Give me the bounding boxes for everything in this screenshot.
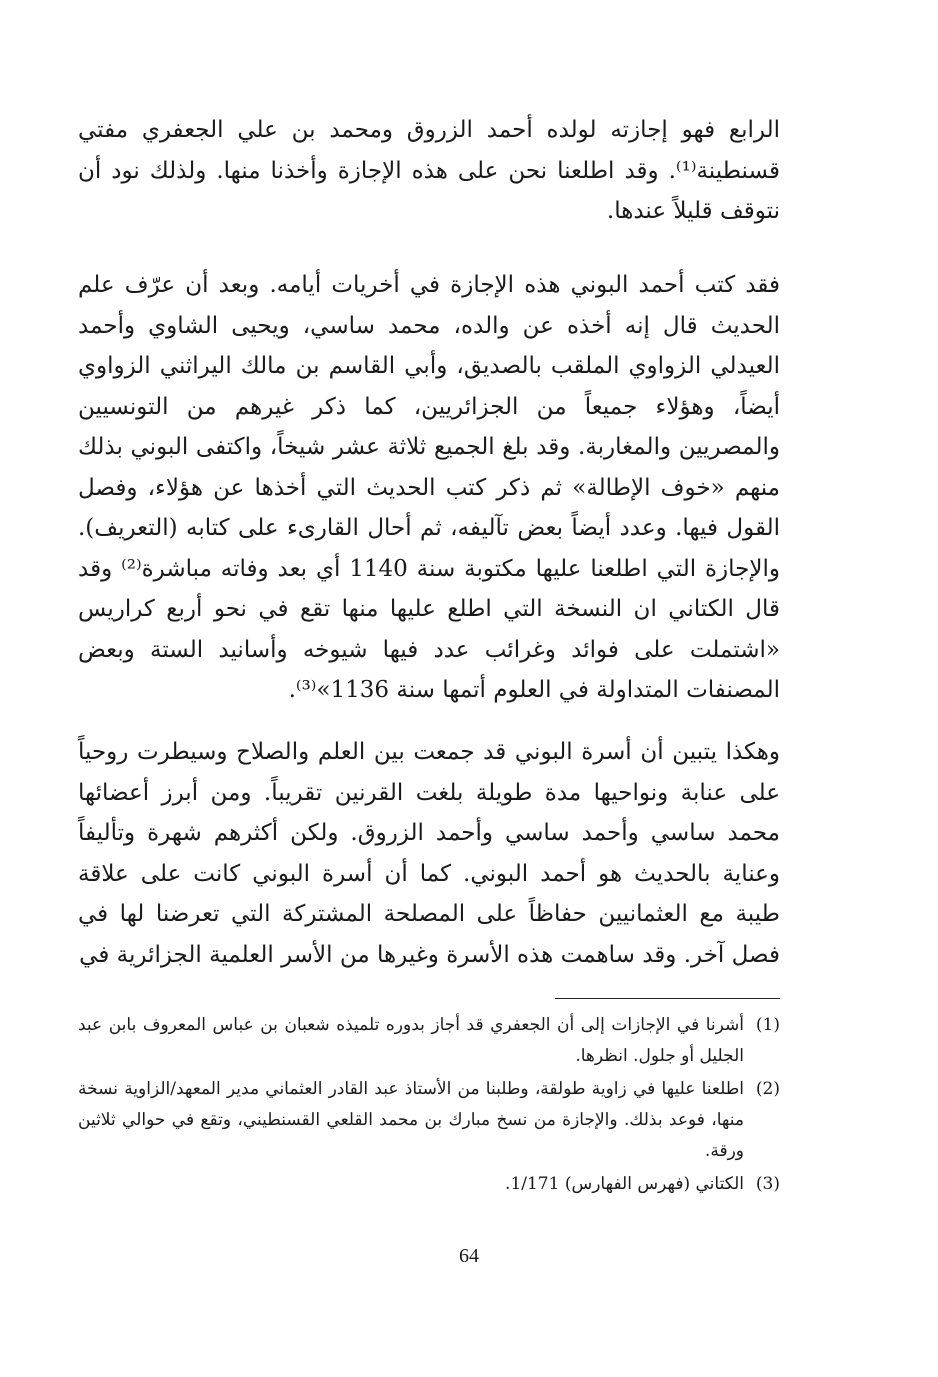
footnote-text: أشرنا في الإجازات إلى أن الجعفري قد أجاز بدوره تلميذه شعبان بن عباس المعروف بابن عبد الجليل أو جلول. انظرها. [78,1015,744,1066]
footnotes-list [78,1010,780,1202]
page-number: 64 [459,1245,479,1267]
body-paragraph-3: وهكذا يتبين أن أسرة البوني قد جمعت بين العلم والصلاح وسيطرت روحياً على عنابة ونواحيها مدة طويلة بلغت القرنين تقريباً. ومن أبرز أعضائها محمد ساسي وأحمد ساسي وأحمد الزروق. ولكن أكثرهم شهرة وتأليفاً وعناية بالحديث هو أحمد البوني. كما أن أسرة البوني كانت على علاقة طيبة مع العثمانيين حفاظاً على المصلحة المشتركة التي تعرضنا لها في فصل آخر. وقد ساهمت هذه الأسرة وغيرها من الأسر العلمية الجزائرية في [78,739,780,968]
footnote-2 [78,1074,780,1167]
footnote-number: (3) [755,1174,780,1194]
footnote-text: اطلعنا عليها في زاوية طولقة، وطلبنا من الأستاذ عبد القادر العثماني مدير المعهد/الزاوية نسخة منها، فوعد بذلك. والإجازة من نسخ مبارك بن محمد القلعي القسنطيني، وتقع في حوالي ثلاثين ورقة. [78,1079,744,1161]
footnote-3 [78,1169,780,1200]
footnote-text: الكتاني (فهرس الفهارس) 1/171. [505,1174,744,1194]
footnote-separator [555,998,780,999]
footnote-number: (1) [755,1015,780,1035]
footnote-1 [78,1010,780,1072]
body-paragraph-2: فقد كتب أحمد البوني هذه الإجازة في أخريات أيامه. وبعد أن عرّف علم الحديث قال إنه أخذه عن والده، محمد ساسي، ويحيى الشاوي وأحمد العيدلي الزواوي الملقب بالصديق، وأبي القاسم بن مالك اليراثني الزواوي أيضاً، وهؤلاء جميعاً من الجزائريين، كما ذكر غيرهم من التونسيين والمصريين والمغاربة. وقد بلغ الجميع ثلاثة عشر شيخاً، واكتفى البوني بذلك منهم «خوف الإطالة» ثم ذكر كتب الحديث التي أخذها عن هؤلاء، وفصل القول فيها. وعدد أيضاً بعض تآليفه، ثم أحال القارىء على كتابه (التعريف). والإجازة التي اطلعنا عليها مكتوبة سنة 1140 أي بعد وفاته مباشرة⁽²⁾ وقد قال الكتاني ان النسخة التي اطلع عليها منها تقع في نحو أربع كراريس «اشتملت على فوائد وغرائب عدد فيها شيوخه وأسانيد الستة وبعض المصنفات المتداولة في العلوم أتمها سنة 1136»⁽³⁾. [78,272,780,703]
footnote-number: (2) [755,1079,780,1099]
body-paragraph-1: الرابع فهو إجازته لولده أحمد الزروق ومحمد بن علي الجعفري مفتي قسنطينة⁽¹⁾. وقد اطلعنا نحن على هذه الإجازة وأخذنا منها. ولذلك نود أن نتوقف قليلاً عندها. [78,117,780,224]
